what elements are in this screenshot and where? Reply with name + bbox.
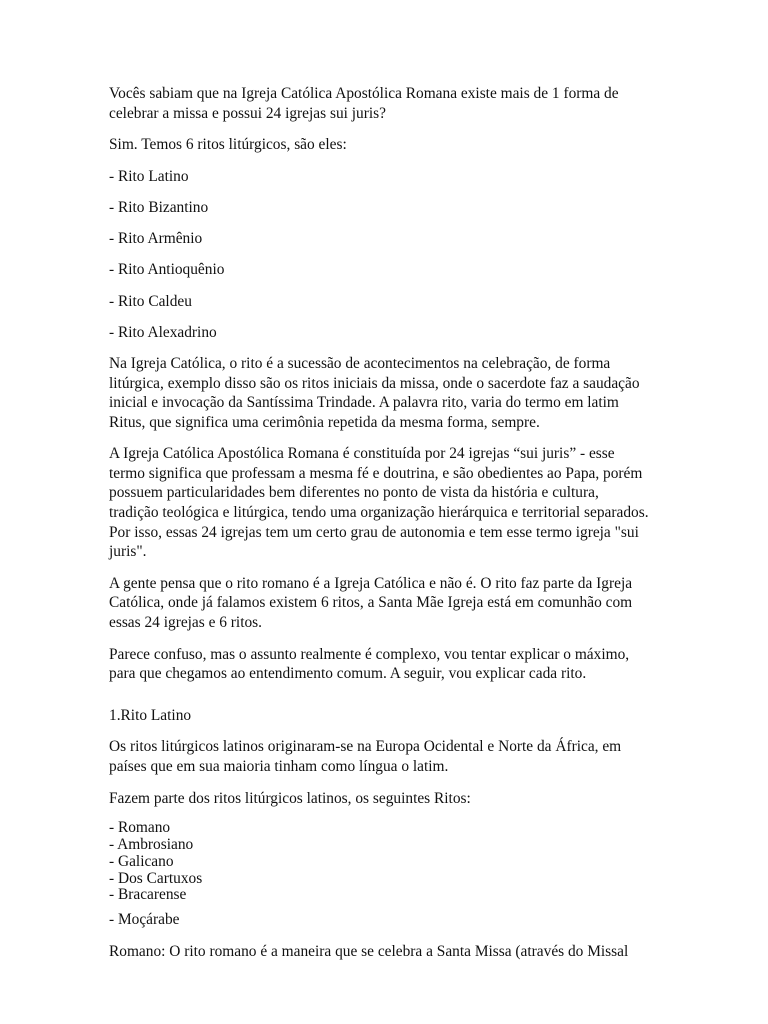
intro-paragraph: Vocês sabiam que na Igreja Católica Apostólica Romana existe mais de 1 forma de celebrar a missa e possui 24 igrejas sui juris?	[109, 85, 619, 122]
fazem-parte-paragraph: Fazem parte dos ritos litúrgicos latinos, os seguintes Ritos:	[109, 789, 471, 807]
rito-definition-paragraph: Na Igreja Católica, o rito é a sucessão de acontecimentos na celebração, de forma litúrgica, exemplo disso são os ritos iniciais da missa, onde o sacerdote faz a saudação inicial e invocação da Santíssima Trindade. A palavra rito, varia do termo em latim Ritus, que significa uma cerimônia repetida da mesma forma, sempre.	[109, 354, 640, 431]
latin-rite-ambrosiano: - Ambrosiano	[109, 835, 194, 853]
document-page	[109, 84, 649, 973]
rite-item-latino: - Rito Latino	[109, 167, 189, 185]
rite-item-armenio: - Rito Armênio	[109, 230, 203, 248]
rito-romano-paragraph: A gente pensa que o rito romano é a Igreja Católica e não é. O rito faz parte da Igreja Católica, onde já falamos existem 6 ritos, a Santa Mãe Igreja está em comunhão com essas 24 igrejas e 6 ritos.	[109, 574, 633, 632]
latin-rite-bracarense: - Bracarense	[109, 886, 187, 904]
latin-rite-romano: - Romano	[109, 819, 171, 837]
section-heading-rito-latino: 1.Rito Latino	[109, 706, 192, 724]
latinos-origin-paragraph: Os ritos litúrgicos latinos originaram-se na Europa Ocidental e Norte da África, em países que em sua maioria tinham como língua o latim.	[109, 738, 622, 775]
sui-juris-paragraph: A Igreja Católica Apostólica Romana é constituída por 24 igrejas “sui juris” - esse termo significa que professam a mesma fé e doutrina, e são obedientes ao Papa, porém possuem particularidades bem diferentes no ponto de vista da história e cultura, tradição teológica e litúrgica, tendo uma organização hierárquica e territorial separados. Por isso, essas 24 igrejas tem um certo grau de autonomia e tem esse termo igreja "sui juris".	[109, 445, 649, 561]
latin-rite-cartuxos: - Dos Cartuxos	[109, 869, 203, 887]
latin-rite-galicano: - Galicano	[109, 852, 174, 870]
latin-rites-list	[109, 820, 649, 904]
rite-item-antioquenio: - Rito Antioquênio	[109, 261, 225, 279]
rite-item-caldeu: - Rito Caldeu	[109, 292, 192, 310]
answer-paragraph: Sim. Temos 6 ritos litúrgicos, são eles:	[109, 136, 347, 154]
latin-rite-mocarabe: - Moçárabe	[109, 911, 180, 929]
romano-description-paragraph: Romano: O rito romano é a maneira que se celebra a Santa Missa (através do Missal	[109, 942, 629, 960]
rite-item-alexadrino: - Rito Alexadrino	[109, 323, 217, 341]
rite-item-bizantino: - Rito Bizantino	[109, 198, 209, 216]
confuso-paragraph: Parece confuso, mas o assunto realmente é complexo, vou tentar explicar o máximo, para que chegamos ao entendimento comum. A seguir, vou explicar cada rito.	[109, 645, 630, 683]
